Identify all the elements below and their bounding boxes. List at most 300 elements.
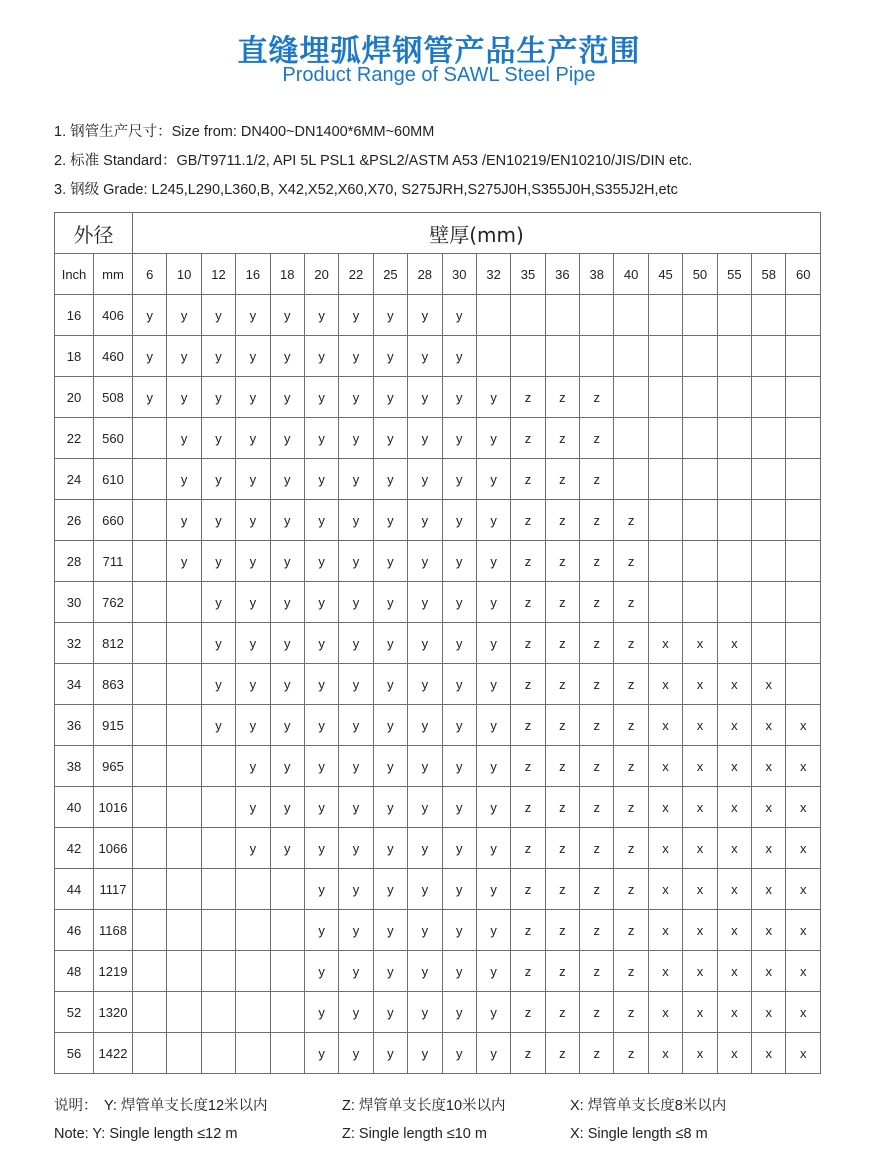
availability-cell: x [752, 746, 786, 787]
size-mm-cell: 711 [94, 541, 133, 582]
table-row [55, 664, 821, 705]
availability-cell [167, 582, 201, 623]
availability-cell: y [442, 828, 476, 869]
size-inch-cell: 16 [55, 295, 94, 336]
availability-cell: y [373, 951, 407, 992]
availability-cell: y [339, 623, 373, 664]
availability-cell [167, 951, 201, 992]
table-row [55, 336, 821, 377]
availability-cell: y [201, 459, 235, 500]
availability-cell: y [476, 869, 510, 910]
availability-cell: x [786, 910, 821, 951]
availability-cell: z [545, 828, 579, 869]
availability-cell [270, 869, 304, 910]
availability-cell: y [408, 336, 442, 377]
availability-cell: z [511, 951, 545, 992]
availability-cell [752, 295, 786, 336]
availability-cell [133, 787, 167, 828]
availability-cell: y [408, 459, 442, 500]
availability-cell [717, 377, 751, 418]
availability-cell: y [476, 992, 510, 1033]
availability-cell [752, 582, 786, 623]
availability-cell: y [442, 295, 476, 336]
availability-cell: y [236, 787, 270, 828]
availability-cell [167, 992, 201, 1033]
availability-cell: y [270, 336, 304, 377]
thickness-header: 16 [236, 254, 270, 295]
availability-cell: z [511, 664, 545, 705]
size-inch-cell: 48 [55, 951, 94, 992]
availability-cell: y [339, 951, 373, 992]
table-row [55, 787, 821, 828]
availability-cell: y [133, 377, 167, 418]
availability-cell: z [511, 787, 545, 828]
availability-cell [167, 828, 201, 869]
spec-standard: 2. 标准 Standard：GB/T9711.1/2, API 5L PSL1 &PSL2/ASTM A53 /EN10219/EN10210/JIS/DIN etc. [54, 153, 693, 169]
availability-cell: x [648, 910, 682, 951]
size-mm-cell: 1117 [94, 869, 133, 910]
availability-cell: x [752, 869, 786, 910]
availability-cell [752, 377, 786, 418]
availability-cell [167, 787, 201, 828]
availability-cell: z [511, 541, 545, 582]
availability-cell: y [339, 828, 373, 869]
availability-cell: y [236, 828, 270, 869]
availability-cell: y [408, 992, 442, 1033]
legend-y-en: Note: Y: Single length ≤12 m [54, 1126, 238, 1142]
availability-cell [167, 664, 201, 705]
page-title-chinese: 直缝埋弧焊钢管产品生产范围 [237, 34, 641, 69]
availability-cell: y [373, 623, 407, 664]
availability-cell: y [408, 828, 442, 869]
availability-cell: y [236, 418, 270, 459]
availability-cell: x [683, 746, 717, 787]
availability-cell: y [442, 869, 476, 910]
availability-cell: z [580, 500, 614, 541]
availability-cell: x [717, 746, 751, 787]
availability-cell [614, 336, 648, 377]
availability-cell [133, 869, 167, 910]
availability-cell [786, 295, 821, 336]
availability-cell: y [476, 459, 510, 500]
availability-cell: y [408, 377, 442, 418]
availability-cell: x [648, 664, 682, 705]
availability-cell: y [270, 664, 304, 705]
table-row [55, 951, 821, 992]
availability-cell [752, 623, 786, 664]
availability-cell: y [339, 500, 373, 541]
availability-cell: x [717, 992, 751, 1033]
availability-cell: x [786, 746, 821, 787]
availability-cell: x [717, 787, 751, 828]
size-mm-cell: 863 [94, 664, 133, 705]
availability-cell: y [304, 459, 338, 500]
availability-cell [201, 746, 235, 787]
availability-cell [683, 582, 717, 623]
thickness-header: 10 [167, 254, 201, 295]
availability-cell: y [304, 418, 338, 459]
availability-cell [786, 541, 821, 582]
availability-cell: z [580, 787, 614, 828]
availability-cell: y [270, 787, 304, 828]
availability-cell: z [545, 705, 579, 746]
availability-cell [545, 295, 579, 336]
availability-cell: y [476, 828, 510, 869]
size-mm-cell: 812 [94, 623, 133, 664]
availability-cell: y [476, 705, 510, 746]
availability-cell [648, 582, 682, 623]
availability-cell: y [201, 377, 235, 418]
size-inch-cell: 42 [55, 828, 94, 869]
availability-cell: x [683, 910, 717, 951]
availability-cell [717, 336, 751, 377]
availability-cell: y [339, 295, 373, 336]
availability-cell: y [476, 787, 510, 828]
availability-cell: x [717, 623, 751, 664]
availability-cell [786, 336, 821, 377]
availability-cell: y [373, 418, 407, 459]
availability-cell: y [339, 664, 373, 705]
availability-cell: x [648, 787, 682, 828]
thickness-header: 28 [408, 254, 442, 295]
availability-cell: y [304, 623, 338, 664]
availability-cell [717, 541, 751, 582]
availability-cell [683, 295, 717, 336]
availability-cell [133, 582, 167, 623]
availability-cell: y [373, 828, 407, 869]
size-mm-cell: 1066 [94, 828, 133, 869]
availability-cell: z [614, 582, 648, 623]
availability-cell: z [511, 418, 545, 459]
availability-cell: x [717, 910, 751, 951]
availability-cell: z [614, 500, 648, 541]
table-row [55, 869, 821, 910]
availability-cell: z [580, 541, 614, 582]
availability-cell: x [717, 828, 751, 869]
availability-cell [648, 336, 682, 377]
availability-cell: y [373, 869, 407, 910]
availability-cell: y [408, 869, 442, 910]
thickness-header: 60 [786, 254, 821, 295]
availability-cell [236, 992, 270, 1033]
availability-cell: y [304, 787, 338, 828]
availability-cell [167, 623, 201, 664]
availability-cell: y [270, 541, 304, 582]
availability-cell: x [752, 1033, 786, 1074]
availability-cell [270, 951, 304, 992]
availability-cell: z [545, 377, 579, 418]
availability-cell: x [752, 951, 786, 992]
availability-cell [201, 951, 235, 992]
table-row [55, 828, 821, 869]
availability-cell: y [304, 746, 338, 787]
table-row [55, 582, 821, 623]
availability-cell [648, 418, 682, 459]
availability-cell: x [648, 869, 682, 910]
availability-cell: y [339, 582, 373, 623]
availability-cell: y [304, 951, 338, 992]
availability-cell [717, 582, 751, 623]
availability-cell: y [476, 418, 510, 459]
availability-cell: y [167, 418, 201, 459]
availability-cell [786, 500, 821, 541]
table-row [55, 746, 821, 787]
availability-cell: z [614, 828, 648, 869]
availability-cell: y [408, 787, 442, 828]
availability-cell: x [683, 705, 717, 746]
availability-cell [133, 828, 167, 869]
availability-cell: z [511, 828, 545, 869]
availability-cell: x [683, 869, 717, 910]
size-mm-cell: 660 [94, 500, 133, 541]
availability-cell: x [683, 787, 717, 828]
availability-cell: y [408, 418, 442, 459]
availability-cell [545, 336, 579, 377]
mm-column-header: mm [94, 254, 133, 295]
legend-x-en: X: Single length ≤8 m [570, 1126, 708, 1142]
availability-cell: y [408, 746, 442, 787]
table-row [55, 623, 821, 664]
availability-cell [580, 336, 614, 377]
availability-cell: x [683, 1033, 717, 1074]
availability-cell: z [580, 705, 614, 746]
size-inch-cell: 28 [55, 541, 94, 582]
availability-cell: y [442, 705, 476, 746]
availability-cell [683, 459, 717, 500]
table-row [55, 910, 821, 951]
table-row [55, 992, 821, 1033]
thickness-header: 6 [133, 254, 167, 295]
availability-cell: y [167, 377, 201, 418]
legend-y-cn: Y: 焊管单支长度12米以内 [104, 1098, 268, 1114]
availability-cell: y [442, 459, 476, 500]
size-inch-cell: 24 [55, 459, 94, 500]
availability-cell [752, 459, 786, 500]
availability-cell: y [339, 1033, 373, 1074]
availability-cell [133, 992, 167, 1033]
thickness-header: 40 [614, 254, 648, 295]
availability-cell: y [201, 418, 235, 459]
availability-cell: y [270, 705, 304, 746]
availability-cell [201, 828, 235, 869]
availability-cell [648, 541, 682, 582]
availability-cell: z [545, 500, 579, 541]
availability-cell [133, 664, 167, 705]
availability-cell: z [580, 828, 614, 869]
availability-cell: y [442, 377, 476, 418]
table-row [55, 459, 821, 500]
availability-cell: y [236, 500, 270, 541]
availability-cell: z [580, 746, 614, 787]
availability-cell: y [442, 582, 476, 623]
availability-cell: y [201, 295, 235, 336]
availability-cell: y [201, 664, 235, 705]
legend-prefix-cn: 说明： [54, 1098, 98, 1114]
availability-cell: z [545, 1033, 579, 1074]
availability-cell: z [545, 869, 579, 910]
availability-cell: z [614, 541, 648, 582]
size-inch-cell: 20 [55, 377, 94, 418]
availability-cell: z [545, 992, 579, 1033]
availability-cell [476, 295, 510, 336]
availability-cell: y [442, 787, 476, 828]
availability-cell: z [580, 664, 614, 705]
availability-cell: y [373, 705, 407, 746]
availability-cell: y [408, 295, 442, 336]
availability-cell [786, 377, 821, 418]
availability-cell: y [408, 1033, 442, 1074]
size-mm-cell: 460 [94, 336, 133, 377]
wall-thickness-header: 壁厚(mm) [133, 213, 821, 254]
availability-cell: x [717, 1033, 751, 1074]
availability-cell [270, 910, 304, 951]
availability-cell: y [236, 664, 270, 705]
availability-cell: y [201, 541, 235, 582]
availability-cell: z [614, 623, 648, 664]
availability-cell: y [339, 910, 373, 951]
availability-cell: x [648, 951, 682, 992]
size-mm-cell: 965 [94, 746, 133, 787]
availability-cell: x [648, 705, 682, 746]
availability-cell [648, 459, 682, 500]
availability-cell: y [442, 541, 476, 582]
availability-cell: z [614, 664, 648, 705]
thickness-header: 30 [442, 254, 476, 295]
availability-cell: x [752, 910, 786, 951]
availability-cell [201, 869, 235, 910]
availability-cell: y [476, 664, 510, 705]
availability-cell: x [648, 828, 682, 869]
availability-cell: y [408, 705, 442, 746]
availability-cell: y [476, 1033, 510, 1074]
availability-cell: y [201, 582, 235, 623]
availability-cell: y [373, 746, 407, 787]
availability-cell: x [683, 951, 717, 992]
availability-cell [614, 418, 648, 459]
availability-cell: y [476, 910, 510, 951]
availability-cell [683, 336, 717, 377]
availability-cell: z [580, 623, 614, 664]
availability-cell [133, 459, 167, 500]
legend-z-cn: Z: 焊管单支长度10米以内 [342, 1098, 506, 1114]
availability-cell: x [752, 787, 786, 828]
availability-cell [511, 336, 545, 377]
availability-cell: x [717, 705, 751, 746]
availability-cell: y [373, 787, 407, 828]
availability-cell: y [373, 377, 407, 418]
availability-cell [476, 336, 510, 377]
size-inch-cell: 52 [55, 992, 94, 1033]
availability-cell: y [270, 828, 304, 869]
availability-cell: x [648, 623, 682, 664]
table-row [55, 295, 821, 336]
legend-row-chinese [54, 1094, 834, 1126]
availability-cell: y [270, 377, 304, 418]
availability-cell: y [408, 582, 442, 623]
size-mm-cell: 1016 [94, 787, 133, 828]
availability-cell: z [614, 869, 648, 910]
availability-cell: z [580, 910, 614, 951]
thickness-header: 22 [339, 254, 373, 295]
availability-cell [614, 377, 648, 418]
availability-cell: y [236, 377, 270, 418]
availability-cell: y [373, 541, 407, 582]
availability-cell: z [545, 459, 579, 500]
availability-cell: z [511, 705, 545, 746]
availability-cell: z [580, 1033, 614, 1074]
availability-cell: y [408, 951, 442, 992]
availability-cell [167, 746, 201, 787]
availability-cell: y [408, 623, 442, 664]
availability-cell: x [786, 869, 821, 910]
availability-cell [133, 910, 167, 951]
availability-cell: z [545, 951, 579, 992]
availability-cell: y [442, 623, 476, 664]
spec-list [54, 118, 692, 205]
availability-cell: z [580, 869, 614, 910]
thickness-header: 55 [717, 254, 751, 295]
availability-cell: x [717, 869, 751, 910]
availability-cell: x [752, 705, 786, 746]
availability-cell [683, 500, 717, 541]
availability-cell: y [236, 295, 270, 336]
thickness-header: 25 [373, 254, 407, 295]
availability-cell: z [614, 910, 648, 951]
availability-cell: y [442, 418, 476, 459]
availability-cell: y [236, 336, 270, 377]
availability-cell: z [545, 664, 579, 705]
availability-cell: y [201, 623, 235, 664]
availability-cell [752, 418, 786, 459]
availability-cell: y [339, 541, 373, 582]
availability-cell: z [545, 910, 579, 951]
table-row [55, 705, 821, 746]
size-inch-cell: 38 [55, 746, 94, 787]
size-inch-cell: 34 [55, 664, 94, 705]
availability-cell: z [545, 418, 579, 459]
availability-cell: y [270, 582, 304, 623]
availability-cell: y [339, 377, 373, 418]
legend-row-english [54, 1126, 834, 1158]
availability-cell: y [442, 992, 476, 1033]
thickness-header: 45 [648, 254, 682, 295]
availability-cell [201, 1033, 235, 1074]
size-inch-cell: 46 [55, 910, 94, 951]
availability-cell: y [442, 1033, 476, 1074]
size-mm-cell: 508 [94, 377, 133, 418]
availability-cell: y [304, 582, 338, 623]
availability-cell: y [476, 623, 510, 664]
availability-cell: x [786, 787, 821, 828]
availability-cell: x [786, 1033, 821, 1074]
table-row [55, 541, 821, 582]
availability-cell [648, 295, 682, 336]
size-mm-cell: 1219 [94, 951, 133, 992]
availability-cell: x [717, 951, 751, 992]
availability-cell: z [614, 705, 648, 746]
table-row [55, 377, 821, 418]
spec-grade: 3. 钢级 Grade: L245,L290,L360,B, X42,X52,X60,X70, S275JRH,S275J0H,S355J0H,S355J2H,etc [54, 182, 678, 198]
availability-cell: y [236, 582, 270, 623]
availability-cell: z [511, 1033, 545, 1074]
availability-cell [167, 910, 201, 951]
thickness-header: 58 [752, 254, 786, 295]
availability-cell [236, 910, 270, 951]
availability-cell [717, 459, 751, 500]
availability-cell [648, 377, 682, 418]
availability-cell: z [545, 582, 579, 623]
availability-cell: z [511, 500, 545, 541]
